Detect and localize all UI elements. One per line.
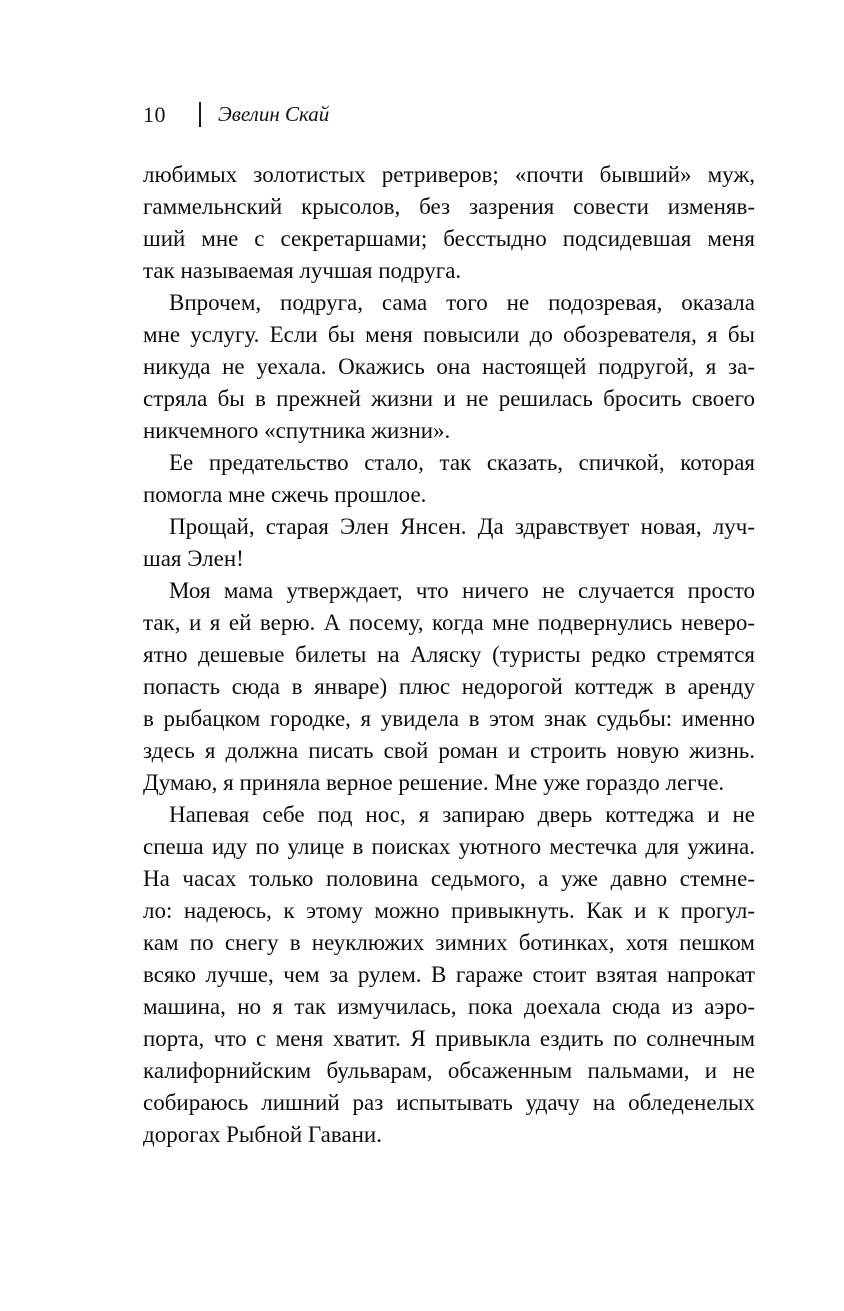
text-line: Прощай, старая Элен Янсен. Да здравствует новая, луч- [169, 514, 755, 539]
page-header [143, 101, 329, 128]
paragraph [143, 159, 755, 287]
text-line: попасть сюда в январе) плюс недорогой коттедж в аренду [143, 674, 755, 699]
text-line: помогла мне сжечь прошлое. [143, 482, 427, 507]
text-line: собираюсь лишний раз испытывать удачу на обледенелых [143, 1090, 755, 1115]
text-line: никуда не уехала. Окажись она настоящей подругой, я за- [143, 354, 755, 379]
text-line: Моя мама утверждает, что ничего не случается просто [169, 578, 755, 603]
text-line: ло: надеюсь, к этому можно привыкнуть. Как и к прогул- [143, 898, 755, 923]
paragraph [143, 799, 755, 1151]
text-line: мне услугу. Если бы меня повысили до обозревателя, я бы [143, 322, 755, 347]
text-line: порта, что с меня хватит. Я привыкла ездить по солнечным [143, 1026, 755, 1051]
text-line: всяко лучше, чем за рулем. В гараже стоит взятая напрокат [143, 962, 755, 987]
paragraph [143, 511, 755, 575]
text-line: Думаю, я приняла верное решение. Мне уже гораздо легче. [143, 770, 725, 795]
text-line: стряла бы в прежней жизни и не решилась бросить своего [143, 386, 755, 411]
page-number: 10 [143, 101, 166, 127]
text-line: так называемая лучшая подруга. [143, 258, 462, 283]
text-line: Напевая себе под нос, я запираю дверь коттеджа и не [169, 802, 755, 827]
text-line: никчемного «спутника жизни». [143, 418, 451, 443]
text-line: шая Элен! [143, 546, 244, 571]
header-divider [199, 102, 201, 127]
paragraph [143, 575, 755, 799]
text-line: здесь я должна писать свой роман и строить новую жизнь. [143, 738, 755, 763]
author-name: Эвелин Скай [218, 102, 330, 126]
text-line: машина, но я так измучилась, пока доехала сюда из аэро- [143, 994, 755, 1019]
text-line: в рыбацком городке, я увидела в этом знак судьбы: именно [143, 706, 755, 731]
page-body [143, 159, 755, 1151]
text-line: спеша иду по улице в поисках уютного местечка для ужина. [143, 834, 755, 859]
text-line: ятно дешевые билеты на Аляску (туристы редко стремятся [143, 642, 755, 667]
text-line: Ее предательство стало, так сказать, спичкой, которая [169, 450, 755, 475]
text-line: гаммельнский крысолов, без зазрения совести изменяв- [143, 194, 755, 219]
text-line: дорогах Рыбной Гавани. [143, 1122, 382, 1147]
text-line: так, и я ей верю. А посему, когда мне подвернулись неверо- [143, 610, 755, 635]
paragraph [143, 447, 755, 511]
text-line: ший мне с секретаршами; бесстыдно подсидевшая меня [143, 226, 755, 251]
text-line: Впрочем, подруга, сама того не подозревая, оказала [169, 290, 755, 315]
paragraph [143, 287, 755, 447]
text-line: калифорнийским бульварам, обсаженным пальмами, и не [143, 1058, 755, 1083]
text-line: На часах только половина седьмого, а уже давно стемне- [143, 866, 755, 891]
text-line: кам по снегу в неуклюжих зимних ботинках, хотя пешком [143, 930, 755, 955]
text-line: любимых золотистых ретриверов; «почти бывший» муж, [143, 162, 755, 187]
